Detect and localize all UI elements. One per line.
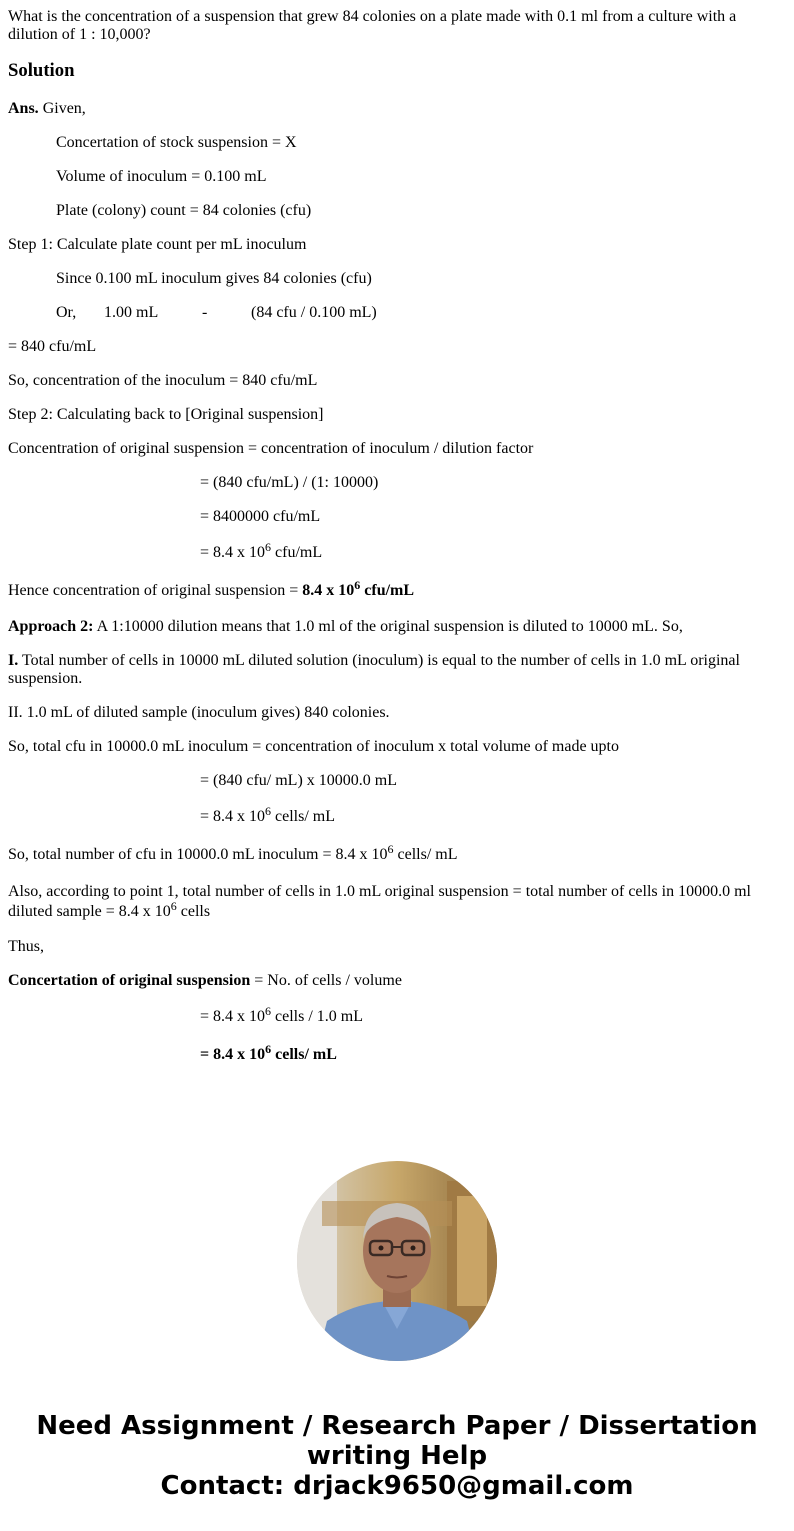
calc-line bbox=[8, 1006, 786, 1028]
footer-contact: Contact: drjack9650@gmail.com bbox=[160, 1471, 634, 1501]
concertation-line bbox=[8, 972, 786, 990]
footer-banner bbox=[0, 1411, 794, 1501]
point1-line bbox=[8, 652, 786, 688]
concertation-text: = No. of cells / volume bbox=[250, 972, 402, 989]
also-exponent: 6 bbox=[170, 899, 177, 913]
given-label: Given, bbox=[42, 100, 86, 117]
result-840: = 840 cfu/mL bbox=[8, 338, 97, 355]
calc-line bbox=[8, 806, 786, 828]
solution-document bbox=[0, 8, 794, 1066]
concentration-formula: Concentration of original suspension = concentration of inoculum / dilution factor bbox=[8, 440, 534, 457]
calc-post: cells / 1.0 mL bbox=[271, 1008, 364, 1025]
ans-label: Ans. bbox=[8, 100, 39, 117]
point1-text: Total number of cells in 10000 mL diluted solution (inoculum) is equal to the number of cells in 1.0 mL original suspension. bbox=[8, 652, 740, 687]
final-exponent: 6 bbox=[265, 1042, 272, 1056]
also-pre: Also, according to point 1, total number of cells in 1.0 mL original suspension = total number of cells in 10000.0 ml diluted sample = 8.4 x 10 bbox=[8, 883, 751, 920]
or-expression: (84 cfu / 0.100 mL) bbox=[251, 304, 377, 321]
solution-heading: Solution bbox=[8, 60, 75, 81]
approach2-label: Approach 2: bbox=[8, 618, 94, 635]
inoculum-concentration: So, concentration of the inoculum = 840 cfu/mL bbox=[8, 372, 318, 389]
calc-line: = (840 cfu/ mL) x 10000.0 mL bbox=[200, 772, 397, 789]
total-number-exponent: 6 bbox=[387, 842, 394, 856]
total-cfu-line: So, total cfu in 10000.0 mL inoculum = concentration of inoculum x total volume of made upto bbox=[8, 738, 619, 755]
also-post: cells bbox=[176, 903, 211, 920]
point2-line: II. 1.0 mL of diluted sample (inoculum gives) 840 colonies. bbox=[8, 704, 390, 721]
total-number-pre: So, total number of cfu in 10000.0 mL inoculum = 8.4 x 10 bbox=[8, 846, 388, 863]
hence-exponent: 6 bbox=[354, 578, 361, 592]
step1-text: Step 1: Calculate plate count per mL inoculum bbox=[8, 236, 307, 253]
final-post: cells/ mL bbox=[271, 1046, 337, 1063]
approach2-text: A 1:10000 dilution means that 1.0 ml of the original suspension is diluted to 10000 mL. So, bbox=[93, 618, 683, 635]
or-line bbox=[8, 304, 786, 322]
calc-line: = 8400000 cfu/mL bbox=[200, 508, 321, 525]
footer-line: Need Assignment / Research Paper / Dissertation bbox=[36, 1411, 758, 1441]
calc-exponent: 6 bbox=[265, 804, 272, 818]
given-item: Volume of inoculum = 0.100 mL bbox=[56, 168, 267, 185]
hence-line bbox=[8, 580, 786, 602]
approach2-line bbox=[8, 618, 786, 636]
thus-line: Thus, bbox=[8, 938, 44, 955]
footer-line: writing Help bbox=[306, 1441, 488, 1471]
avatar-portrait bbox=[297, 1161, 497, 1361]
hence-text: Hence concentration of original suspension = bbox=[8, 582, 303, 599]
total-number-post: cells/ mL bbox=[393, 846, 458, 863]
or-volume: 1.00 mL bbox=[104, 304, 159, 321]
author-avatar bbox=[297, 1161, 497, 1361]
final-answer bbox=[8, 1044, 786, 1066]
or-dash: - bbox=[202, 304, 208, 321]
calc-pre: = 8.4 x 10 bbox=[200, 544, 266, 561]
calc-exponent: 6 bbox=[265, 1004, 272, 1018]
total-number-line bbox=[8, 844, 786, 866]
hence-unit: cfu/mL bbox=[360, 582, 415, 599]
or-label: Or, bbox=[56, 304, 77, 321]
calc-line bbox=[8, 542, 786, 564]
calc-post: cells/ mL bbox=[271, 808, 336, 825]
calc-line: = (840 cfu/mL) / (1: 10000) bbox=[200, 474, 379, 491]
also-line bbox=[8, 882, 786, 922]
question-text: What is the concentration of a suspension that grew 84 colonies on a plate made with 0.1 ml from a culture with a dilution of 1 : 10,000? bbox=[8, 8, 737, 43]
hence-value: 8.4 x 10 bbox=[302, 582, 355, 599]
point1-label: I. bbox=[8, 652, 19, 669]
calc-pre: = 8.4 x 10 bbox=[200, 1008, 266, 1025]
calc-exponent: 6 bbox=[265, 540, 272, 554]
answer-intro bbox=[8, 100, 786, 118]
given-item: Concertation of stock suspension = X bbox=[56, 134, 297, 151]
calc-post: cfu/mL bbox=[271, 544, 323, 561]
calc-pre: = 8.4 x 10 bbox=[200, 808, 266, 825]
step2-text: Step 2: Calculating back to [Original suspension] bbox=[8, 406, 324, 423]
final-pre: = 8.4 x 10 bbox=[200, 1046, 266, 1063]
concertation-label: Concertation of original suspension bbox=[8, 972, 251, 989]
since-line: Since 0.100 mL inoculum gives 84 colonies (cfu) bbox=[56, 270, 372, 287]
given-item: Plate (colony) count = 84 colonies (cfu) bbox=[56, 202, 312, 219]
